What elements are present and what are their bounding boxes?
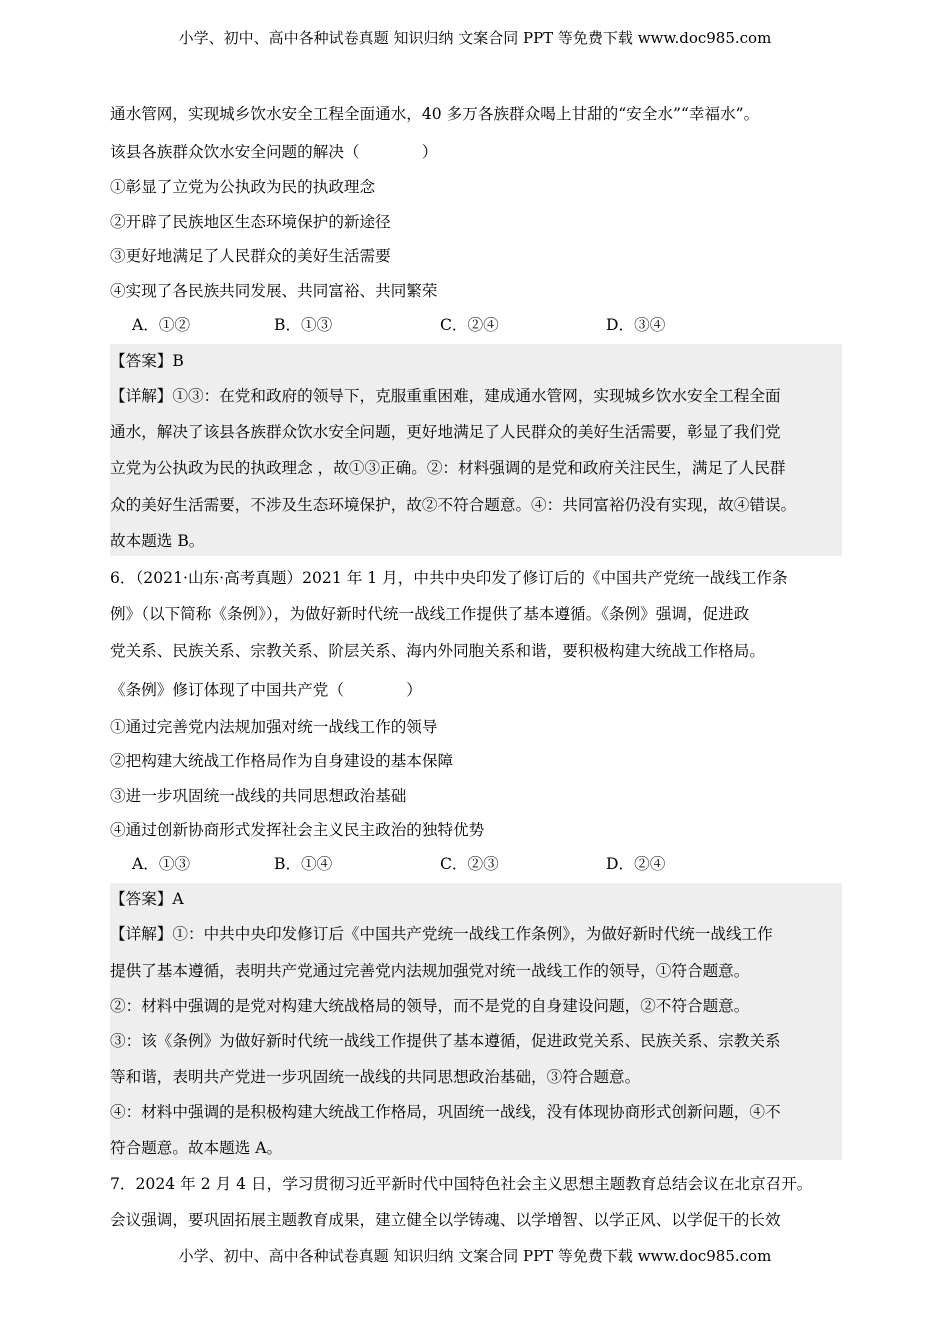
q6-explanation-line: 【详解】①：中共中央印发修订后《中国共产党统一战线工作条例》，为做好新时代统一战线工作	[110, 925, 773, 943]
q6-option-c: C．②③	[440, 855, 499, 873]
q6-statement: ②把构建大统战工作格局作为自身建设的基本保障	[110, 752, 454, 770]
q6-explanation-line: 符合题意。故本题选 A。	[110, 1139, 283, 1157]
q5-statement: ①彰显了立党为公执政为民的执政理念	[110, 178, 376, 196]
q5-options	[110, 314, 842, 336]
q5-statement: ②开辟了民族地区生态环境保护的新途径	[110, 213, 391, 231]
q5-option-a: A．①②	[132, 316, 191, 334]
q6-explanation-line: ③：该《条例》为做好新时代统一战线工作提供了基本遵循，促进政党关系、民族关系、宗教关系	[110, 1032, 781, 1050]
page-header: 小学、初中、高中各种试卷真题 知识归纳 文案合同 PPT 等免费下载 www.doc985.com	[178, 29, 772, 47]
q5-answer-box	[110, 344, 842, 556]
q6-explanation-line: ④：材料中强调的是积极构建大统战工作格局，巩固统一战线，没有体现协商形式创新问题，④不	[110, 1103, 781, 1121]
q5-option-d: D．③④	[606, 316, 666, 334]
q6-stem-line: 6．（2021·山东·高考真题）2021 年 1 月，中共中央印发了修订后的《中国共产党统一战线工作条	[110, 569, 788, 587]
q6-statement: ④通过创新协商形式发挥社会主义民主政治的独特优势	[110, 821, 485, 839]
q6-explanation-line: ②：材料中强调的是党对构建大统战格局的领导，而不是党的自身建设问题，②不符合题意。	[110, 997, 750, 1015]
q6-stem-line: 党关系、民族关系、宗教关系、阶层关系、海内外同胞关系和谐，要积极构建大统战工作格局。	[110, 642, 765, 660]
q6-explanation-line: 提供了基本遵循，表明共产党通过完善党内法规加强党对统一战线工作的领导，①符合题意。	[110, 962, 750, 980]
q5-statement: ④实现了各民族共同发展、共同富裕、共同繁荣	[110, 282, 438, 300]
q5-explanation-line: 通水，解决了该县各族群众饮水安全问题，更好地满足了人民群众的美好生活需要，彰显了我们党	[110, 423, 781, 441]
q6-explanation-line: 等和谐，表明共产党进一步巩固统一战线的共同思想政治基础，③符合题意。	[110, 1068, 641, 1086]
q6-options	[110, 853, 842, 875]
q5-answer: 【答案】B	[110, 352, 184, 370]
q6-option-a: A．①③	[132, 855, 191, 873]
q6-stem-line: 《条例》修订体现了中国共产党（ ）	[110, 681, 422, 699]
q5-stem-line: 通水管网，实现城乡饮水安全工程全面通水，40 多万各族群众喝上甘甜的“安全水”“幸福水”。	[110, 105, 760, 123]
q6-statement: ①通过完善党内法规加强对统一战线工作的领导	[110, 718, 438, 736]
q6-statement: ③进一步巩固统一战线的共同思想政治基础	[110, 787, 407, 805]
q7-stem-line: 会议强调，要巩固拓展主题教育成果，建立健全以学铸魂、以学增智、以学正风、以学促干的长效	[110, 1211, 781, 1229]
q6-stem-line: 例》（以下简称《条例》），为做好新时代统一战线工作提供了基本遵循。《条例》强调，促进政	[110, 605, 750, 623]
q6-option-d: D．②④	[606, 855, 666, 873]
q5-explanation-line: 众的美好生活需要，不涉及生态环境保护，故②不符合题意。④：共同富裕仍没有实现，故④错误。	[110, 496, 797, 514]
q6-answer: 【答案】A	[110, 890, 184, 908]
q5-explanation-line: 故本题选 B。	[110, 532, 205, 550]
q6-option-b: B．①④	[274, 855, 333, 873]
q5-option-b: B．①③	[274, 316, 333, 334]
q5-option-c: C．②④	[440, 316, 499, 334]
q5-explanation-line: 【详解】①③：在党和政府的领导下，克服重重困难，建成通水管网，实现城乡饮水安全工程全面	[110, 387, 781, 405]
page-footer: 小学、初中、高中各种试卷真题 知识归纳 文案合同 PPT 等免费下载 www.doc985.com	[178, 1247, 772, 1265]
q5-statement: ③更好地满足了人民群众的美好生活需要	[110, 247, 391, 265]
q5-stem-line: 该县各族群众饮水安全问题的解决（ ）	[110, 143, 438, 161]
q7-stem-line: 7．2024 年 2 月 4 日，学习贯彻习近平新时代中国特色社会主义思想主题教育总结会议在北京召开。	[110, 1175, 813, 1193]
q5-explanation-line: 立党为公执政为民的执政理念 ，故①③正确。②：材料强调的是党和政府关注民生，满足了人民群	[110, 459, 786, 477]
